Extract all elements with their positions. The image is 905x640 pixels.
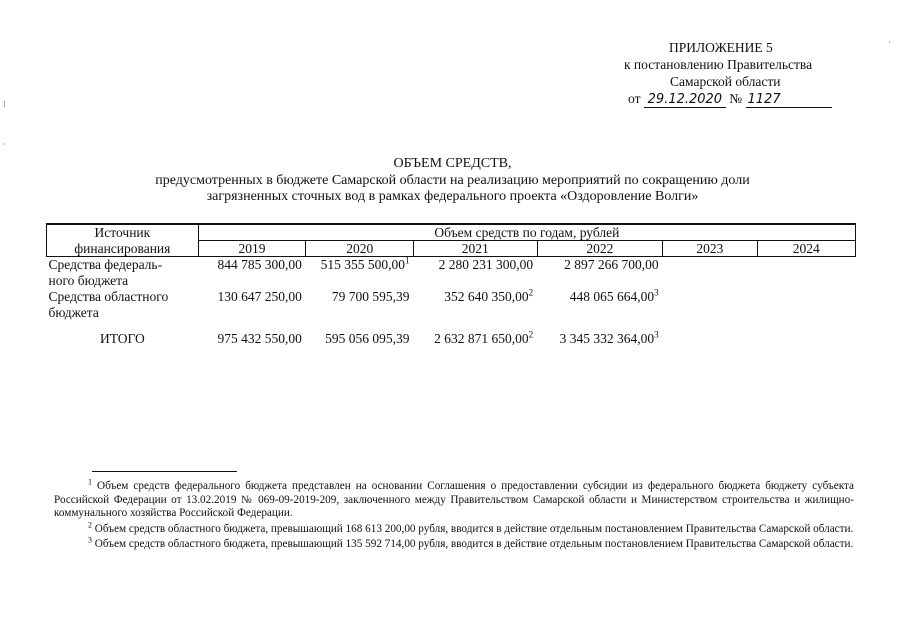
table-cell: 448 065 664,00$^3$ (569, 287, 659, 304)
total-cell: 595 056 095,39 (325, 331, 410, 346)
row-label-line-2: бюджета (48, 305, 99, 320)
year-header: 2019 (198, 241, 306, 257)
row-label-line-2: ного бюджета (48, 273, 129, 288)
row-label-line-1: Средства федераль- (48, 257, 163, 272)
total-cell (663, 321, 757, 347)
table-cell (663, 289, 757, 321)
document-subtitle-line-2: загрязненных сточных вод в рамках федерального проекта «Оздоровление Волги» (206, 189, 699, 204)
source-header-2: финансирования (47, 241, 199, 257)
footnote-text: Объем средств областного бюджета, превышающий 135 592 714,00 рубля, вводится в действие отдельным постановлением Правительства Самарской области. (94, 538, 854, 550)
total-cell: 975 432 550,00 (217, 331, 302, 346)
number-prefix: № (729, 91, 743, 106)
scan-artifact: · (888, 38, 891, 48)
scan-artifact: · (3, 140, 6, 150)
year-header: 2021 (414, 241, 538, 257)
footnote-separator (92, 471, 237, 472)
appendix-title: ПРИЛОЖЕНИЕ 5 (669, 40, 773, 55)
footnote-3 (54, 535, 854, 552)
footnotes (54, 477, 855, 554)
table-cell: 352 640 350,00$^2$ (444, 287, 534, 304)
funding-table (46, 223, 856, 347)
footnote-mark: 1 (88, 477, 92, 487)
row-label (47, 257, 199, 290)
footnote-mark: 3 (88, 535, 92, 545)
handwritten-number: 1127 (746, 92, 832, 108)
total-label: ИТОГО (99, 331, 145, 346)
group-header: Объем средств по годам, рублей (198, 224, 855, 241)
document-subtitle-line-1: предусмотренных в бюджете Самарской области на реализацию мероприятий по сокращению доли (155, 172, 750, 188)
footnote-1 (54, 477, 855, 521)
table-cell: 2 897 266 700,00 (564, 257, 659, 272)
footnote-2 (54, 519, 854, 537)
year-header: 2023 (663, 241, 757, 257)
table-header-row-2 (47, 241, 856, 257)
date-prefix: от (628, 91, 641, 106)
appendix-date-number-line (628, 91, 832, 108)
table-header-row-1 (47, 224, 856, 241)
document-title-block (0, 156, 905, 206)
table-cell: 2 280 231 300,00 (438, 257, 534, 272)
year-header: 2020 (306, 241, 414, 257)
table-cell (757, 289, 855, 321)
total-cell: 3 345 332 364,00$^3$ (559, 329, 659, 346)
table-cell (663, 257, 757, 290)
row-label-line-1: Средства областного (48, 289, 169, 304)
appendix-resolution-line: к постановлению Правительства (624, 57, 813, 72)
row-label (47, 289, 199, 321)
total-cell (757, 321, 855, 347)
source-header (47, 224, 199, 241)
table-cell: 844 785 300,00 (217, 257, 302, 272)
scan-artifact: ⁞ (3, 100, 6, 110)
footnote-text: Объем средств федерального бюджета представлен на основании Соглашения о предоставлении субсидии из федерального бюджета бюджету субъекта Российской Федерации от 13.02.2019 № 069-09-2019-209, заключенного между Правительством Самарской области и Министерством строительства и жилищно-коммунального хозяйства Российской Федерации. (54, 480, 855, 519)
table-row (47, 257, 856, 290)
table-row (47, 289, 856, 321)
footnote-mark: 2 (88, 519, 92, 529)
table-cell (757, 257, 855, 290)
footnote-text: Объем средств областного бюджета, превышающий 168 613 200,00 рубля, вводится в действие отдельным постановлением Правительства Самарской области. (94, 522, 854, 535)
source-header-line-1: Источник (94, 225, 151, 241)
total-cell: 2 632 871 650,00$^2$ (434, 329, 534, 346)
table-cell: 130 647 250,00 (217, 289, 302, 304)
document-title: ОБЪЕМ СРЕДСТВ, (393, 156, 512, 171)
handwritten-date: 29.12.2020 (644, 92, 726, 108)
total-row (47, 321, 856, 347)
year-header: 2024 (757, 241, 855, 257)
appendix-region-line: Самарской области (670, 74, 781, 89)
table-cell: 515 355 500,00$^1$ (320, 255, 410, 272)
table-cell: 79 700 595,39 (331, 289, 410, 304)
year-header: 2022 (537, 241, 663, 257)
